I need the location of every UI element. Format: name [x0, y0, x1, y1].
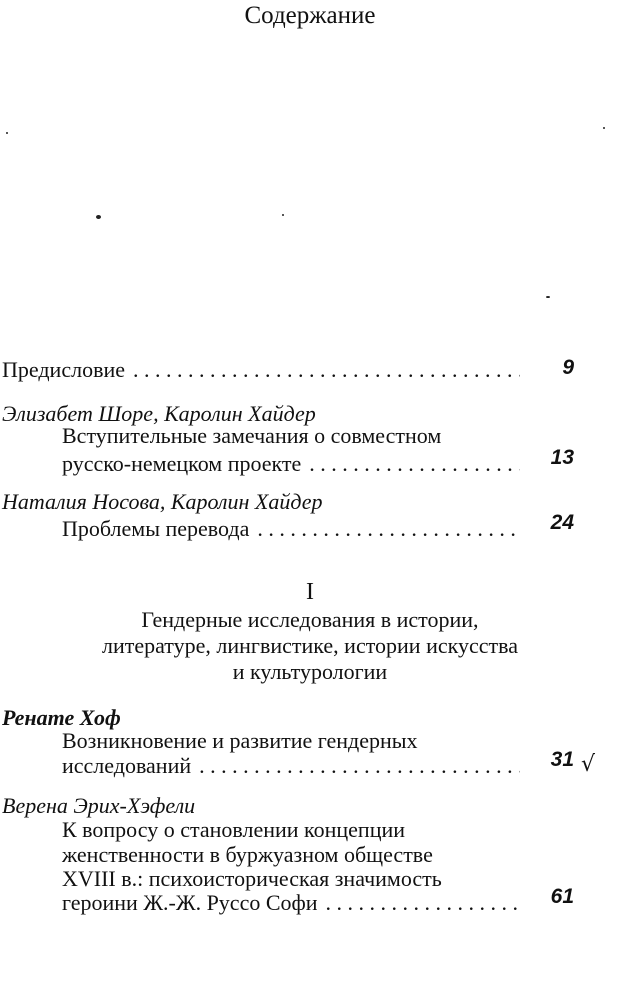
scan-speck [282, 214, 284, 216]
dot-leader [309, 449, 520, 479]
toc-entry-title: героини Ж.-Ж. Руссо Софи [62, 890, 318, 915]
toc-entry-title-last-line[interactable] [62, 888, 526, 918]
toc-entry-title: Вступительные замечания о совместном [62, 423, 442, 448]
section-heading: Гендерные исследования в истории, [141, 607, 479, 632]
check-mark-icon: √ [581, 752, 596, 777]
section-heading: литературе, лингвистике, истории искусства [101, 633, 518, 658]
toc-entry-title: женственности в буржуазном обществе [62, 842, 433, 867]
scan-speck [96, 215, 101, 219]
toc-entry-authors: Верена Эрих-Хэфели [2, 793, 196, 818]
page-number: 9 [562, 356, 574, 379]
toc-entry-preface[interactable] [2, 355, 526, 385]
dot-leader [257, 514, 520, 544]
page-title: Содержание [244, 2, 376, 29]
toc-entry-title: Предисловие [2, 357, 125, 382]
page-number: 31 [550, 748, 574, 771]
toc-entry-title: исследований [62, 753, 192, 778]
toc-entry-title-last-line[interactable] [62, 751, 526, 781]
dot-leader [199, 751, 520, 781]
section-heading: и культурологии [232, 659, 388, 684]
toc-entry-title-last-line[interactable] [62, 449, 526, 479]
toc-entry-title: XVIII в.: психоисторическая значимость [62, 866, 442, 891]
section-numeral: I [306, 579, 314, 605]
page-number: 24 [550, 511, 574, 534]
toc-entry-title: К вопросу о становлении концепции [62, 817, 406, 842]
scan-speck [603, 127, 605, 129]
toc-entry-title-last-line[interactable] [62, 514, 526, 544]
dot-leader [326, 888, 520, 918]
toc-entry-title: Возникновение и развитие гендерных [62, 728, 418, 753]
dot-leader [133, 355, 520, 385]
page-number: 61 [550, 885, 574, 908]
toc-entry-authors: Элизабет Шоре, Каролин Хайдер [2, 401, 316, 426]
toc-entry-title: Проблемы перевода [62, 516, 250, 541]
toc-entry-authors: Ренате Хоф [2, 705, 121, 730]
toc-entry-title: русско-немецком проекте [62, 451, 302, 476]
scan-speck [6, 132, 8, 134]
scan-speck [546, 296, 550, 298]
toc-entry-authors: Наталия Носова, Каролин Хайдер [2, 489, 323, 514]
page-number: 13 [550, 446, 574, 469]
